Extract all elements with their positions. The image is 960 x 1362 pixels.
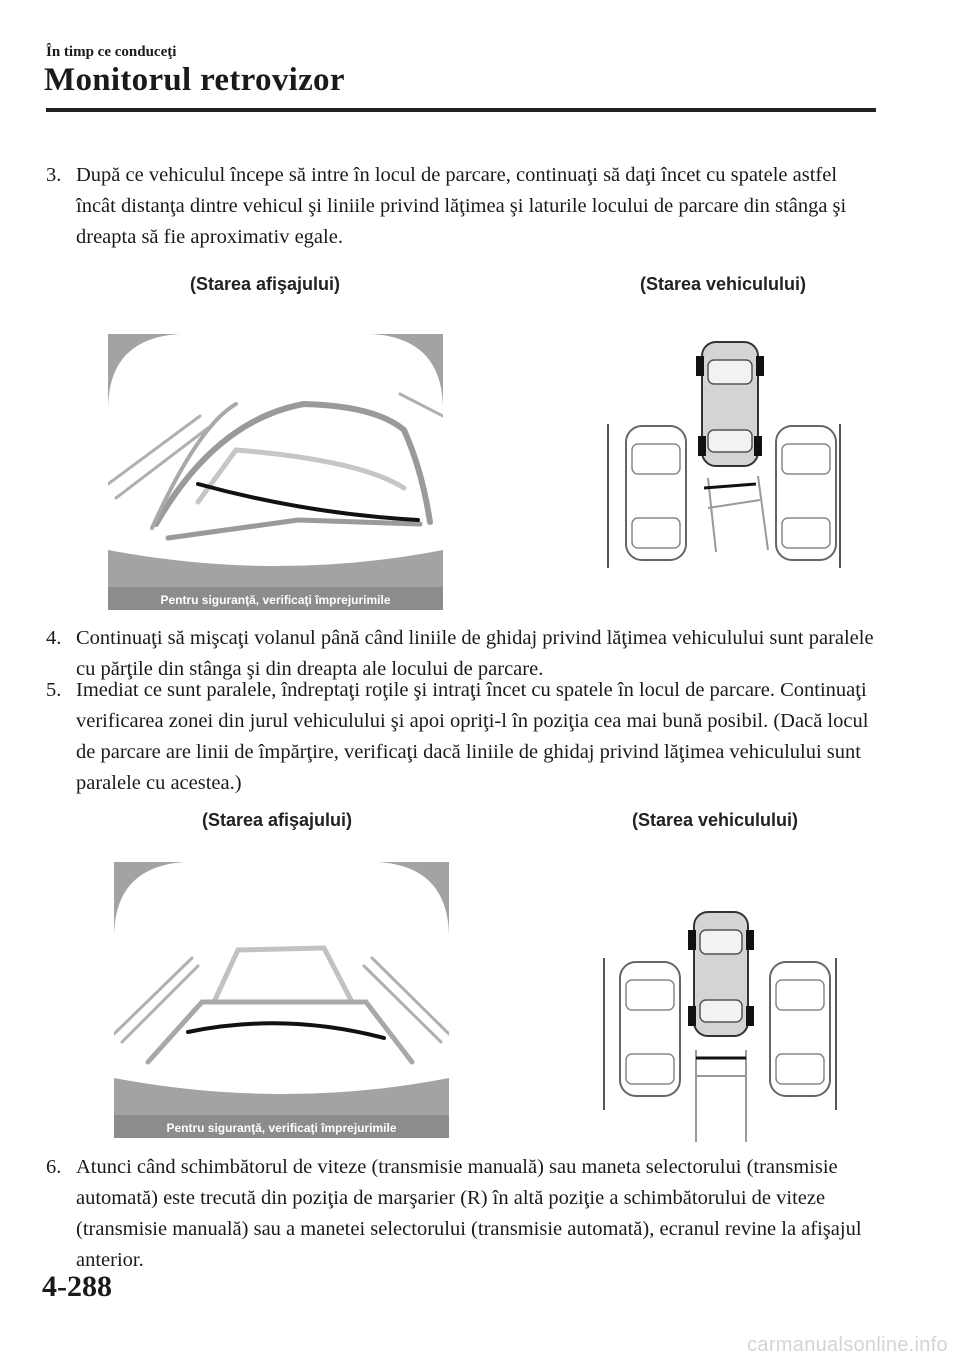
reversing-car: [696, 342, 764, 466]
vehicle-state-caption: (Starea vehiculului): [640, 274, 807, 294]
step-text: Atunci când schimbătorul de viteze (transmisie manuală) sau maneta selectorului (transmisie automată) este trecută din poziţia de marşarier (R) în altă poziţie a schimbătorului de viteze (transmisie manuală) sau a manetei selectorului (transmisie automată), ecranul revine la afişajul anterior.: [76, 1156, 862, 1271]
parked-car-right: [770, 962, 830, 1096]
vehicle-state-diagram: [596, 910, 846, 1150]
step-text: Continuaţi să mişcaţi volanul până când liniile de ghidaj privind lăţimea vehiculului sunt paralele cu părţile din stânga şi din dreapta ale locului de parcare.: [76, 627, 874, 680]
parked-car-left: [620, 962, 680, 1096]
screen-warning-text: Pentru siguranţă, verificaţi împrejurimile: [160, 593, 391, 607]
title-divider: [46, 108, 876, 112]
vehicle-state-diagram: [600, 338, 850, 574]
step-5: [46, 675, 876, 799]
vehicle-state-caption: (Starea vehiculului): [632, 810, 799, 830]
step-text: Imediat ce sunt paralele, îndreptaţi roţile şi intraţi încet cu spatele în locul de parcare. Continuaţi verificarea zonei din jurul vehiculului şi apoi opriţi-l în poziţia cea mai bună posibil. (Dacă locul de parcare are linii de împărţire, verificaţi dacă liniile de ghidaj privind lăţimea vehiculului sunt paralele cu acestea.): [76, 679, 869, 794]
step-6: [46, 1152, 876, 1276]
guide-line-black: [704, 484, 756, 488]
step-number: 3.: [46, 164, 62, 186]
rear-camera-display: [108, 334, 443, 610]
step-3: [46, 160, 876, 253]
parked-car-right: [776, 426, 836, 560]
step-number: 5.: [46, 679, 62, 701]
step-text: După ce vehiculul începe să intre în locul de parcare, continuaţi să daţi încet cu spatele astfel încât distanţa dintre vehicul şi liniile privind lăţimea şi laturile locului de parcare din stânga şi dreapta să fie aproximativ egale.: [76, 164, 847, 248]
rear-camera-display: [114, 862, 449, 1138]
section-label: În timp ce conduceţi: [46, 44, 177, 60]
watermark: carmanualsonline.info: [747, 1334, 948, 1356]
display-state-caption: (Starea afişajului): [190, 274, 341, 294]
step-number: 4.: [46, 627, 62, 649]
screen-warning-text: Pentru siguranţă, verificaţi împrejurimile: [166, 1121, 397, 1135]
display-state-caption: (Starea afişajului): [202, 810, 353, 830]
step-number: 6.: [46, 1156, 62, 1178]
reversing-car: [688, 912, 754, 1036]
page-number: 4-288: [42, 1270, 112, 1303]
parked-car-left: [626, 426, 686, 560]
page-title: Monitorul retrovizor: [44, 62, 345, 98]
parking-space-lines: [696, 1050, 746, 1142]
